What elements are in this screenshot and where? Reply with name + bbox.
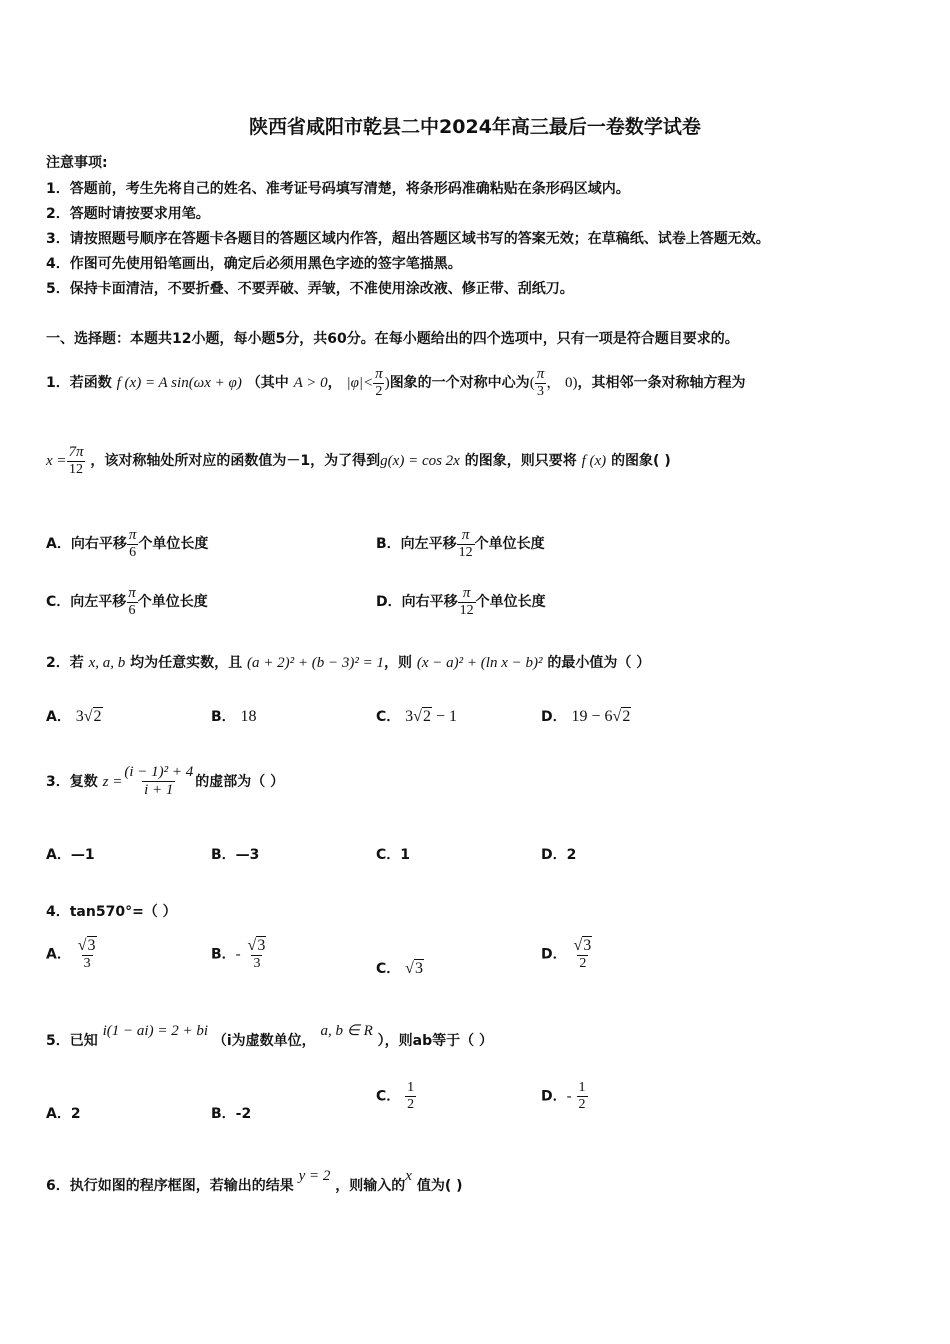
q1-pi-over-2: $\frac{\pi}{2}$ (375, 366, 383, 400)
q2-option-d[interactable]: D． 19 − 6√2 (541, 708, 631, 725)
q6-stem: 6．执行如图的程序框图，若输出的结果 y = 2 ，则输入的x 值为( ) (46, 1168, 463, 1194)
q1-7pi-over-12: $\frac{7\pi}{12}$ (68, 444, 84, 478)
q5-stem: 5．已知 i(1 − ai) = 2 + bi （i为虚数单位， a, b ∈ R ），则ab等于（ ） (46, 1023, 493, 1049)
q1-text: ，其相邻一条对称轴方程为 (577, 375, 746, 392)
q1-option-d[interactable]: D．向右平移 $\frac{\pi}{12}$ 个单位长度 (376, 585, 546, 619)
q1-text: （其中 (246, 375, 289, 392)
q1-phi: |φ|< (346, 375, 374, 392)
q1-option-a[interactable]: A．向右平移 $\frac{\pi}{6}$ 个单位长度 (46, 527, 209, 561)
q5-option-c[interactable]: C． $\frac{1}{2}$ (376, 1080, 415, 1113)
notice-item: 2．答题时请按要求用笔。 (46, 206, 210, 222)
q1-option-c[interactable]: C．向左平移 $\frac{\pi}{6}$ 个单位长度 (46, 585, 208, 619)
notice-item: 3．请按照题号顺序在答题卡各题目的答题区域内作答，超出答题区域书写的答案无效；在草稿纸、试卷上答题无效。 (46, 231, 770, 247)
q1-text: 的图象，则只要将 (464, 453, 577, 470)
q3-z: z = (102, 773, 123, 790)
q3-option-a[interactable]: A．—1 (46, 847, 95, 863)
q4-stem: 4．tan570°=（ ） (46, 904, 177, 920)
page-title: 陕西省咸阳市乾县二中2024年高三最后一卷数学试卷 (249, 116, 701, 138)
q2-option-c[interactable]: C． 3√2 − 1 (376, 708, 457, 725)
q1-line2 (46, 444, 671, 478)
q4-option-d[interactable]: D． $\frac{√3}{2}$ (541, 937, 592, 972)
q1-fx: f (x) (581, 453, 607, 470)
q1-text: 图象的一个对称中心为 (389, 375, 530, 392)
q5-option-a[interactable]: A．2 (46, 1106, 81, 1122)
q2-equation: (a + 2)² + (b − 3)² = 1 (247, 655, 385, 671)
q1-g: g(x) = cos 2x (380, 453, 460, 470)
q1-function: f (x) = A sin(ωx + φ) (116, 375, 242, 392)
notice-item: 1．答题前，考生先将自己的姓名、准考证号码填写清楚，将条形码准确粘贴在条形码区域内。 (46, 181, 630, 197)
q2-vars: x, a, b (88, 655, 126, 671)
q5-condition: a, b ∈ R (320, 1023, 373, 1039)
q1-option-b[interactable]: B．向左平移 $\frac{\pi}{12}$ 个单位长度 (376, 527, 545, 561)
q1-pi-over-3: $\frac{\pi}{3}$ (536, 366, 545, 400)
q5-option-b[interactable]: B．-2 (211, 1106, 252, 1122)
q2-option-b[interactable]: B． 18 (211, 708, 257, 725)
q6-y: y = 2 (298, 1168, 331, 1184)
q2-option-a[interactable]: A． 3√2 (46, 708, 102, 725)
q4-option-a[interactable]: A． $\frac{√3}{3}$ (46, 937, 96, 972)
q4-option-b[interactable]: B．- $\frac{√3}{3}$ (211, 937, 266, 972)
q3-option-c[interactable]: C．1 (376, 847, 411, 863)
q2-expression: (x − a)² + (ln x − b)² (416, 655, 543, 671)
q3-option-d[interactable]: D．2 (541, 847, 577, 863)
q1-condition: A > 0 (293, 375, 328, 392)
q2-stem: 2．若 x, a, b 均为任意实数，且 (a + 2)² + (b − 3)² = 1，则 (x − a)² + (ln x − b)² 的最小值为（ ） (46, 655, 651, 671)
q1-text: ，该对称轴处所对应的函数值为－1，为了得到 (90, 453, 381, 470)
q6-x: x (405, 1168, 412, 1184)
notice-item: 4．作图可先使用铅笔画出，确定后必须用黑色字迹的签字笔描黑。 (46, 256, 462, 272)
q1-line1: 1．若函数 f (x) = A sin(ωx + φ) （其中 A > 0， |φ|< $\frac{\pi}{2}$ )图象的一个对称中心为( $\frac{\pi}{3}$ ， 0)，其相邻一条对称轴方程为 (46, 366, 746, 400)
notice-item: 5．保持卡面清洁，不要折叠、不要弄破、弄皱，不准使用涂改液、修正带、刮纸刀。 (46, 281, 574, 297)
section-heading: 一、选择题：本题共12小题，每小题5分，共60分。在每小题给出的四个选项中，只有一项是符合题目要求的。 (46, 331, 739, 347)
notice-heading: 注意事项: (46, 155, 108, 171)
q1-center: ， 0) (546, 375, 578, 392)
q4-option-c[interactable]: C． √3 (376, 960, 423, 977)
q1-text: 的图象( ) (611, 453, 671, 470)
q5-option-d[interactable]: D．- $\frac{1}{2}$ (541, 1080, 586, 1113)
q1-axis: x = (46, 453, 67, 470)
q5-equation: i(1 − ai) = 2 + bi (102, 1023, 208, 1039)
q1-text: 1．若函数 (46, 375, 112, 392)
q1-text: ， (327, 375, 342, 392)
q3-fraction: $\frac{\text{(i − 1)² + 4}}{i + 1}$ (124, 764, 194, 799)
q3-stem: 3．复数 z = $\frac{\text{(i − 1)² + 4}}{i + 1}$ 的虚部为（ ） (46, 764, 285, 799)
q3-option-b[interactable]: B．—3 (211, 847, 260, 863)
